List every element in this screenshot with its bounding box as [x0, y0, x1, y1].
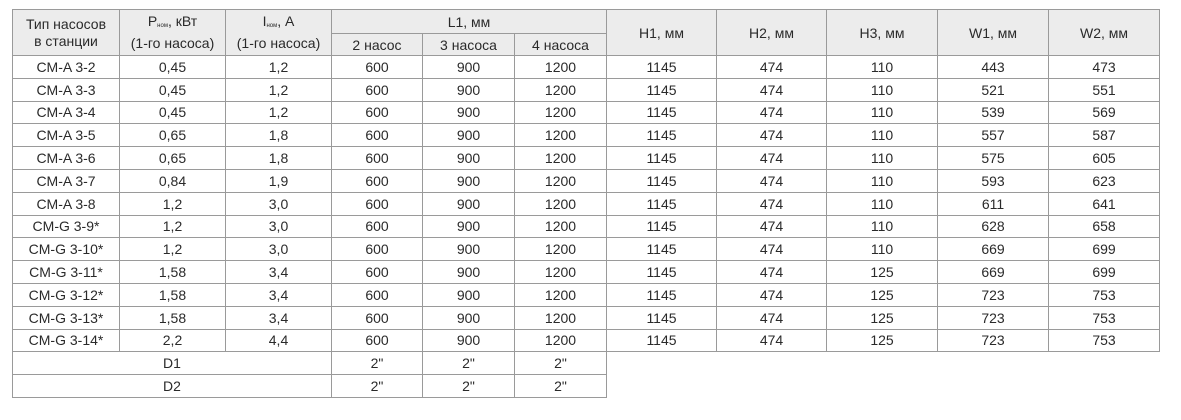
footer-value: 2" [515, 352, 607, 375]
cell-h1: 1145 [607, 78, 717, 101]
cell-h1: 1145 [607, 147, 717, 170]
cell-h1: 1145 [607, 329, 717, 352]
cell-l1-2-pumps: 600 [332, 124, 423, 147]
cell-w2: 587 [1049, 124, 1160, 147]
cell-current: 1,8 [226, 124, 332, 147]
cell-l1-4-pumps: 1200 [515, 124, 607, 147]
cell-power: 1,2 [120, 215, 226, 238]
cell-l1-3-pumps: 900 [423, 124, 515, 147]
cell-w2: 569 [1049, 101, 1160, 124]
table-row [13, 238, 1160, 261]
cell-w2: 699 [1049, 261, 1160, 284]
cell-h3: 125 [827, 261, 938, 284]
header-pump-type-line1: Тип насосов [25, 15, 107, 32]
cell-power: 1,2 [120, 238, 226, 261]
footer-empty-area [607, 375, 1160, 398]
cell-h2: 474 [717, 215, 827, 238]
header-w2: W2, мм [1049, 10, 1160, 56]
cell-power: 1,58 [120, 261, 226, 284]
table-row [13, 169, 1160, 192]
cell-power: 2,2 [120, 329, 226, 352]
header-h3: H3, мм [827, 10, 938, 56]
table-header [13, 10, 1160, 56]
table-row [13, 283, 1160, 306]
table-row [13, 78, 1160, 101]
cell-l1-4-pumps: 1200 [515, 306, 607, 329]
cell-h3: 125 [827, 283, 938, 306]
cell-h2: 474 [717, 101, 827, 124]
cell-h1: 1145 [607, 306, 717, 329]
cell-h1: 1145 [607, 192, 717, 215]
cell-pump-type: CM-A 3-6 [13, 147, 120, 170]
cell-w1: 723 [938, 306, 1049, 329]
cell-power: 0,45 [120, 101, 226, 124]
cell-pump-type: CM-A 3-5 [13, 124, 120, 147]
cell-l1-3-pumps: 900 [423, 147, 515, 170]
table-row [13, 306, 1160, 329]
cell-h3: 110 [827, 147, 938, 170]
cell-current: 1,2 [226, 78, 332, 101]
footer-value: 2" [515, 375, 607, 398]
cell-w1: 723 [938, 283, 1049, 306]
header-pump-type [13, 10, 120, 56]
cell-l1-2-pumps: 600 [332, 192, 423, 215]
cell-pump-type: CM-G 3-10* [13, 238, 120, 261]
footer-label: D1 [13, 352, 332, 375]
cell-current: 3,0 [226, 192, 332, 215]
header-l1: L1, мм [332, 10, 607, 34]
footer-empty-area [607, 352, 1160, 375]
cell-w1: 611 [938, 192, 1049, 215]
header-power [120, 10, 226, 56]
table-footer [13, 352, 1160, 398]
cell-h1: 1145 [607, 124, 717, 147]
cell-pump-type: CM-G 3-13* [13, 306, 120, 329]
cell-h2: 474 [717, 169, 827, 192]
table-row [13, 56, 1160, 79]
cell-w1: 723 [938, 329, 1049, 352]
table-row [13, 124, 1160, 147]
cell-l1-2-pumps: 600 [332, 78, 423, 101]
cell-l1-4-pumps: 1200 [515, 101, 607, 124]
header-pump-type-line2: в станции [34, 32, 98, 49]
cell-pump-type: CM-A 3-7 [13, 169, 120, 192]
cell-current: 4,4 [226, 329, 332, 352]
cell-w2: 473 [1049, 56, 1160, 79]
cell-l1-3-pumps: 900 [423, 192, 515, 215]
cell-h2: 474 [717, 56, 827, 79]
header-l1-2-pumps: 2 насос [332, 34, 423, 56]
footer-value: 2" [423, 352, 515, 375]
cell-power: 0,65 [120, 147, 226, 170]
cell-l1-4-pumps: 1200 [515, 215, 607, 238]
cell-w2: 753 [1049, 306, 1160, 329]
cell-power: 1,58 [120, 306, 226, 329]
table-body [13, 56, 1160, 352]
cell-h1: 1145 [607, 283, 717, 306]
cell-h1: 1145 [607, 169, 717, 192]
cell-w1: 539 [938, 101, 1049, 124]
header-current [226, 10, 332, 56]
footer-value: 2" [423, 375, 515, 398]
table-row [13, 215, 1160, 238]
cell-h3: 110 [827, 238, 938, 261]
cell-l1-3-pumps: 900 [423, 169, 515, 192]
footer-label: D2 [13, 375, 332, 398]
cell-l1-4-pumps: 1200 [515, 56, 607, 79]
cell-h2: 474 [717, 192, 827, 215]
cell-pump-type: CM-A 3-4 [13, 101, 120, 124]
cell-w2: 623 [1049, 169, 1160, 192]
cell-current: 3,0 [226, 215, 332, 238]
footer-value: 2" [332, 352, 423, 375]
cell-pump-type: CM-G 3-11* [13, 261, 120, 284]
cell-h3: 110 [827, 169, 938, 192]
cell-h3: 110 [827, 124, 938, 147]
header-l1-3-pumps: 3 насоса [423, 34, 515, 56]
table-row [13, 329, 1160, 352]
cell-power: 0,65 [120, 124, 226, 147]
cell-w2: 551 [1049, 78, 1160, 101]
cell-current: 3,0 [226, 238, 332, 261]
cell-pump-type: CM-A 3-2 [13, 56, 120, 79]
cell-w1: 593 [938, 169, 1049, 192]
cell-pump-type: CM-A 3-3 [13, 78, 120, 101]
cell-h2: 474 [717, 147, 827, 170]
cell-h1: 1145 [607, 215, 717, 238]
cell-power: 0,84 [120, 169, 226, 192]
cell-w1: 521 [938, 78, 1049, 101]
header-h1: H1, мм [607, 10, 717, 56]
header-current-unit: , А [277, 13, 295, 29]
cell-l1-4-pumps: 1200 [515, 238, 607, 261]
header-current-symbol: I [262, 13, 267, 29]
cell-power: 0,45 [120, 78, 226, 101]
cell-l1-3-pumps: 900 [423, 215, 515, 238]
cell-current: 3,4 [226, 283, 332, 306]
cell-l1-2-pumps: 600 [332, 283, 423, 306]
cell-l1-2-pumps: 600 [332, 329, 423, 352]
cell-l1-3-pumps: 900 [423, 329, 515, 352]
cell-w2: 753 [1049, 283, 1160, 306]
cell-h3: 110 [827, 192, 938, 215]
table-row [13, 261, 1160, 284]
cell-pump-type: CM-G 3-14* [13, 329, 120, 352]
cell-h3: 110 [827, 215, 938, 238]
cell-current: 1,2 [226, 56, 332, 79]
cell-h2: 474 [717, 261, 827, 284]
cell-w1: 575 [938, 147, 1049, 170]
cell-w1: 443 [938, 56, 1049, 79]
cell-l1-3-pumps: 900 [423, 56, 515, 79]
cell-l1-4-pumps: 1200 [515, 329, 607, 352]
cell-current: 1,9 [226, 169, 332, 192]
cell-l1-3-pumps: 900 [423, 78, 515, 101]
cell-h2: 474 [717, 78, 827, 101]
cell-l1-2-pumps: 600 [332, 261, 423, 284]
footer-row [13, 375, 1160, 398]
cell-h3: 110 [827, 78, 938, 101]
footer-row [13, 352, 1160, 375]
cell-current: 1,2 [226, 101, 332, 124]
header-current-subscript: ном [266, 23, 278, 29]
cell-power: 1,58 [120, 283, 226, 306]
cell-w2: 753 [1049, 329, 1160, 352]
cell-h3: 110 [827, 56, 938, 79]
cell-w1: 628 [938, 215, 1049, 238]
cell-l1-4-pumps: 1200 [515, 78, 607, 101]
cell-l1-3-pumps: 900 [423, 238, 515, 261]
cell-h3: 125 [827, 329, 938, 352]
cell-pump-type: CM-G 3-9* [13, 215, 120, 238]
cell-h2: 474 [717, 306, 827, 329]
cell-w2: 605 [1049, 147, 1160, 170]
cell-l1-2-pumps: 600 [332, 147, 423, 170]
pump-station-spec-table [12, 9, 1160, 398]
cell-l1-2-pumps: 600 [332, 169, 423, 192]
cell-l1-2-pumps: 600 [332, 56, 423, 79]
cell-w2: 699 [1049, 238, 1160, 261]
header-power-unit: , кВт [167, 13, 198, 29]
cell-w1: 669 [938, 261, 1049, 284]
cell-w2: 658 [1049, 215, 1160, 238]
header-w1: W1, мм [938, 10, 1049, 56]
header-l1-4-pumps: 4 насоса [515, 34, 607, 56]
cell-h1: 1145 [607, 101, 717, 124]
cell-h2: 474 [717, 238, 827, 261]
cell-l1-2-pumps: 600 [332, 238, 423, 261]
header-power-symbol: P [147, 13, 158, 29]
cell-h2: 474 [717, 124, 827, 147]
header-current-line2: (1-го насоса) [236, 35, 321, 51]
table-row [13, 192, 1160, 215]
cell-pump-type: CM-A 3-8 [13, 192, 120, 215]
cell-h1: 1145 [607, 261, 717, 284]
cell-w1: 557 [938, 124, 1049, 147]
cell-current: 3,4 [226, 261, 332, 284]
cell-l1-2-pumps: 600 [332, 215, 423, 238]
cell-power: 0,45 [120, 56, 226, 79]
cell-w1: 669 [938, 238, 1049, 261]
cell-l1-3-pumps: 900 [423, 261, 515, 284]
cell-h3: 125 [827, 306, 938, 329]
table-row [13, 147, 1160, 170]
cell-current: 3,4 [226, 306, 332, 329]
cell-h1: 1145 [607, 238, 717, 261]
table-row [13, 101, 1160, 124]
cell-l1-2-pumps: 600 [332, 101, 423, 124]
cell-pump-type: CM-G 3-12* [13, 283, 120, 306]
cell-h1: 1145 [607, 56, 717, 79]
cell-l1-4-pumps: 1200 [515, 261, 607, 284]
cell-power: 1,2 [120, 192, 226, 215]
cell-l1-4-pumps: 1200 [515, 147, 607, 170]
header-h2: H2, мм [717, 10, 827, 56]
cell-l1-3-pumps: 900 [423, 101, 515, 124]
header-current-line1 [226, 13, 331, 35]
cell-l1-3-pumps: 900 [423, 306, 515, 329]
cell-current: 1,8 [226, 147, 332, 170]
cell-l1-4-pumps: 1200 [515, 283, 607, 306]
cell-l1-2-pumps: 600 [332, 306, 423, 329]
footer-value: 2" [332, 375, 423, 398]
cell-h3: 110 [827, 101, 938, 124]
cell-h2: 474 [717, 329, 827, 352]
header-power-subscript: ном [157, 23, 168, 29]
header-power-line1 [120, 13, 225, 35]
cell-l1-3-pumps: 900 [423, 283, 515, 306]
cell-w2: 641 [1049, 192, 1160, 215]
cell-l1-4-pumps: 1200 [515, 169, 607, 192]
cell-l1-4-pumps: 1200 [515, 192, 607, 215]
header-power-line2: (1-го насоса) [130, 35, 215, 51]
cell-h2: 474 [717, 283, 827, 306]
